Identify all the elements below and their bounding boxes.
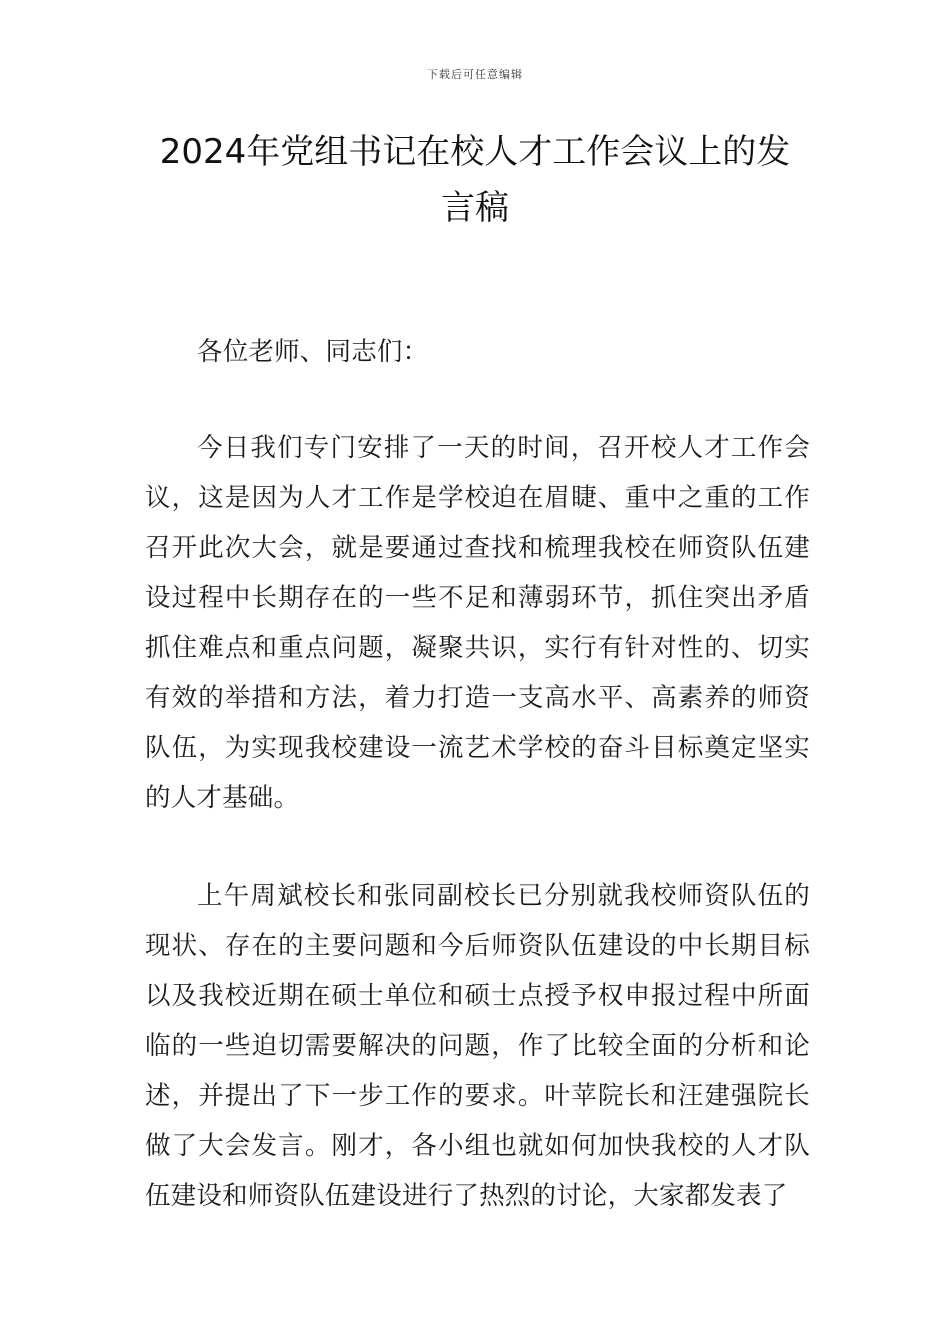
paragraph-1: 今日我们专门安排了一天的时间，召开校人才工作会议，这是因为人才工作是学校迫在眉睫、重中之重的工作召开此次大会，就是要通过查找和梳理我校在师资队伍建设过程中长期存在的一些不足和薄弱环节，抓住突出矛盾抓住难点和重点问题，凝聚共识，实行有针对性的、切实有效的举措和方法，着力打造一支高水平、高素养的师资队伍，为实现我校建设一流艺术学校的奋斗目标奠定坚实的人才基础。 [145, 433, 810, 813]
document-title: 2024年党组书记在校人才工作会议上的发言稿 [159, 132, 791, 228]
header-note: 下载后可任意编辑 [427, 68, 523, 81]
paragraph-2: 上午周斌校长和张同副校长已分别就我校师资队伍的现状、存在的主要问题和今后师资队伍建设的中长期目标以及我校近期在硕士单位和硕士点授予权申报过程中所面临的一些迫切需要解决的问题，作了比较全面的分析和论述，并提出了下一步工作的要求。叶苹院长和汪建强院长做了大会发言。刚才，各小组也就如何加快我校的人才队伍建设和师资队伍建设进行了热烈的讨论，大家都发表了 [145, 881, 810, 1211]
greeting: 各位老师、同志们： [197, 337, 429, 367]
